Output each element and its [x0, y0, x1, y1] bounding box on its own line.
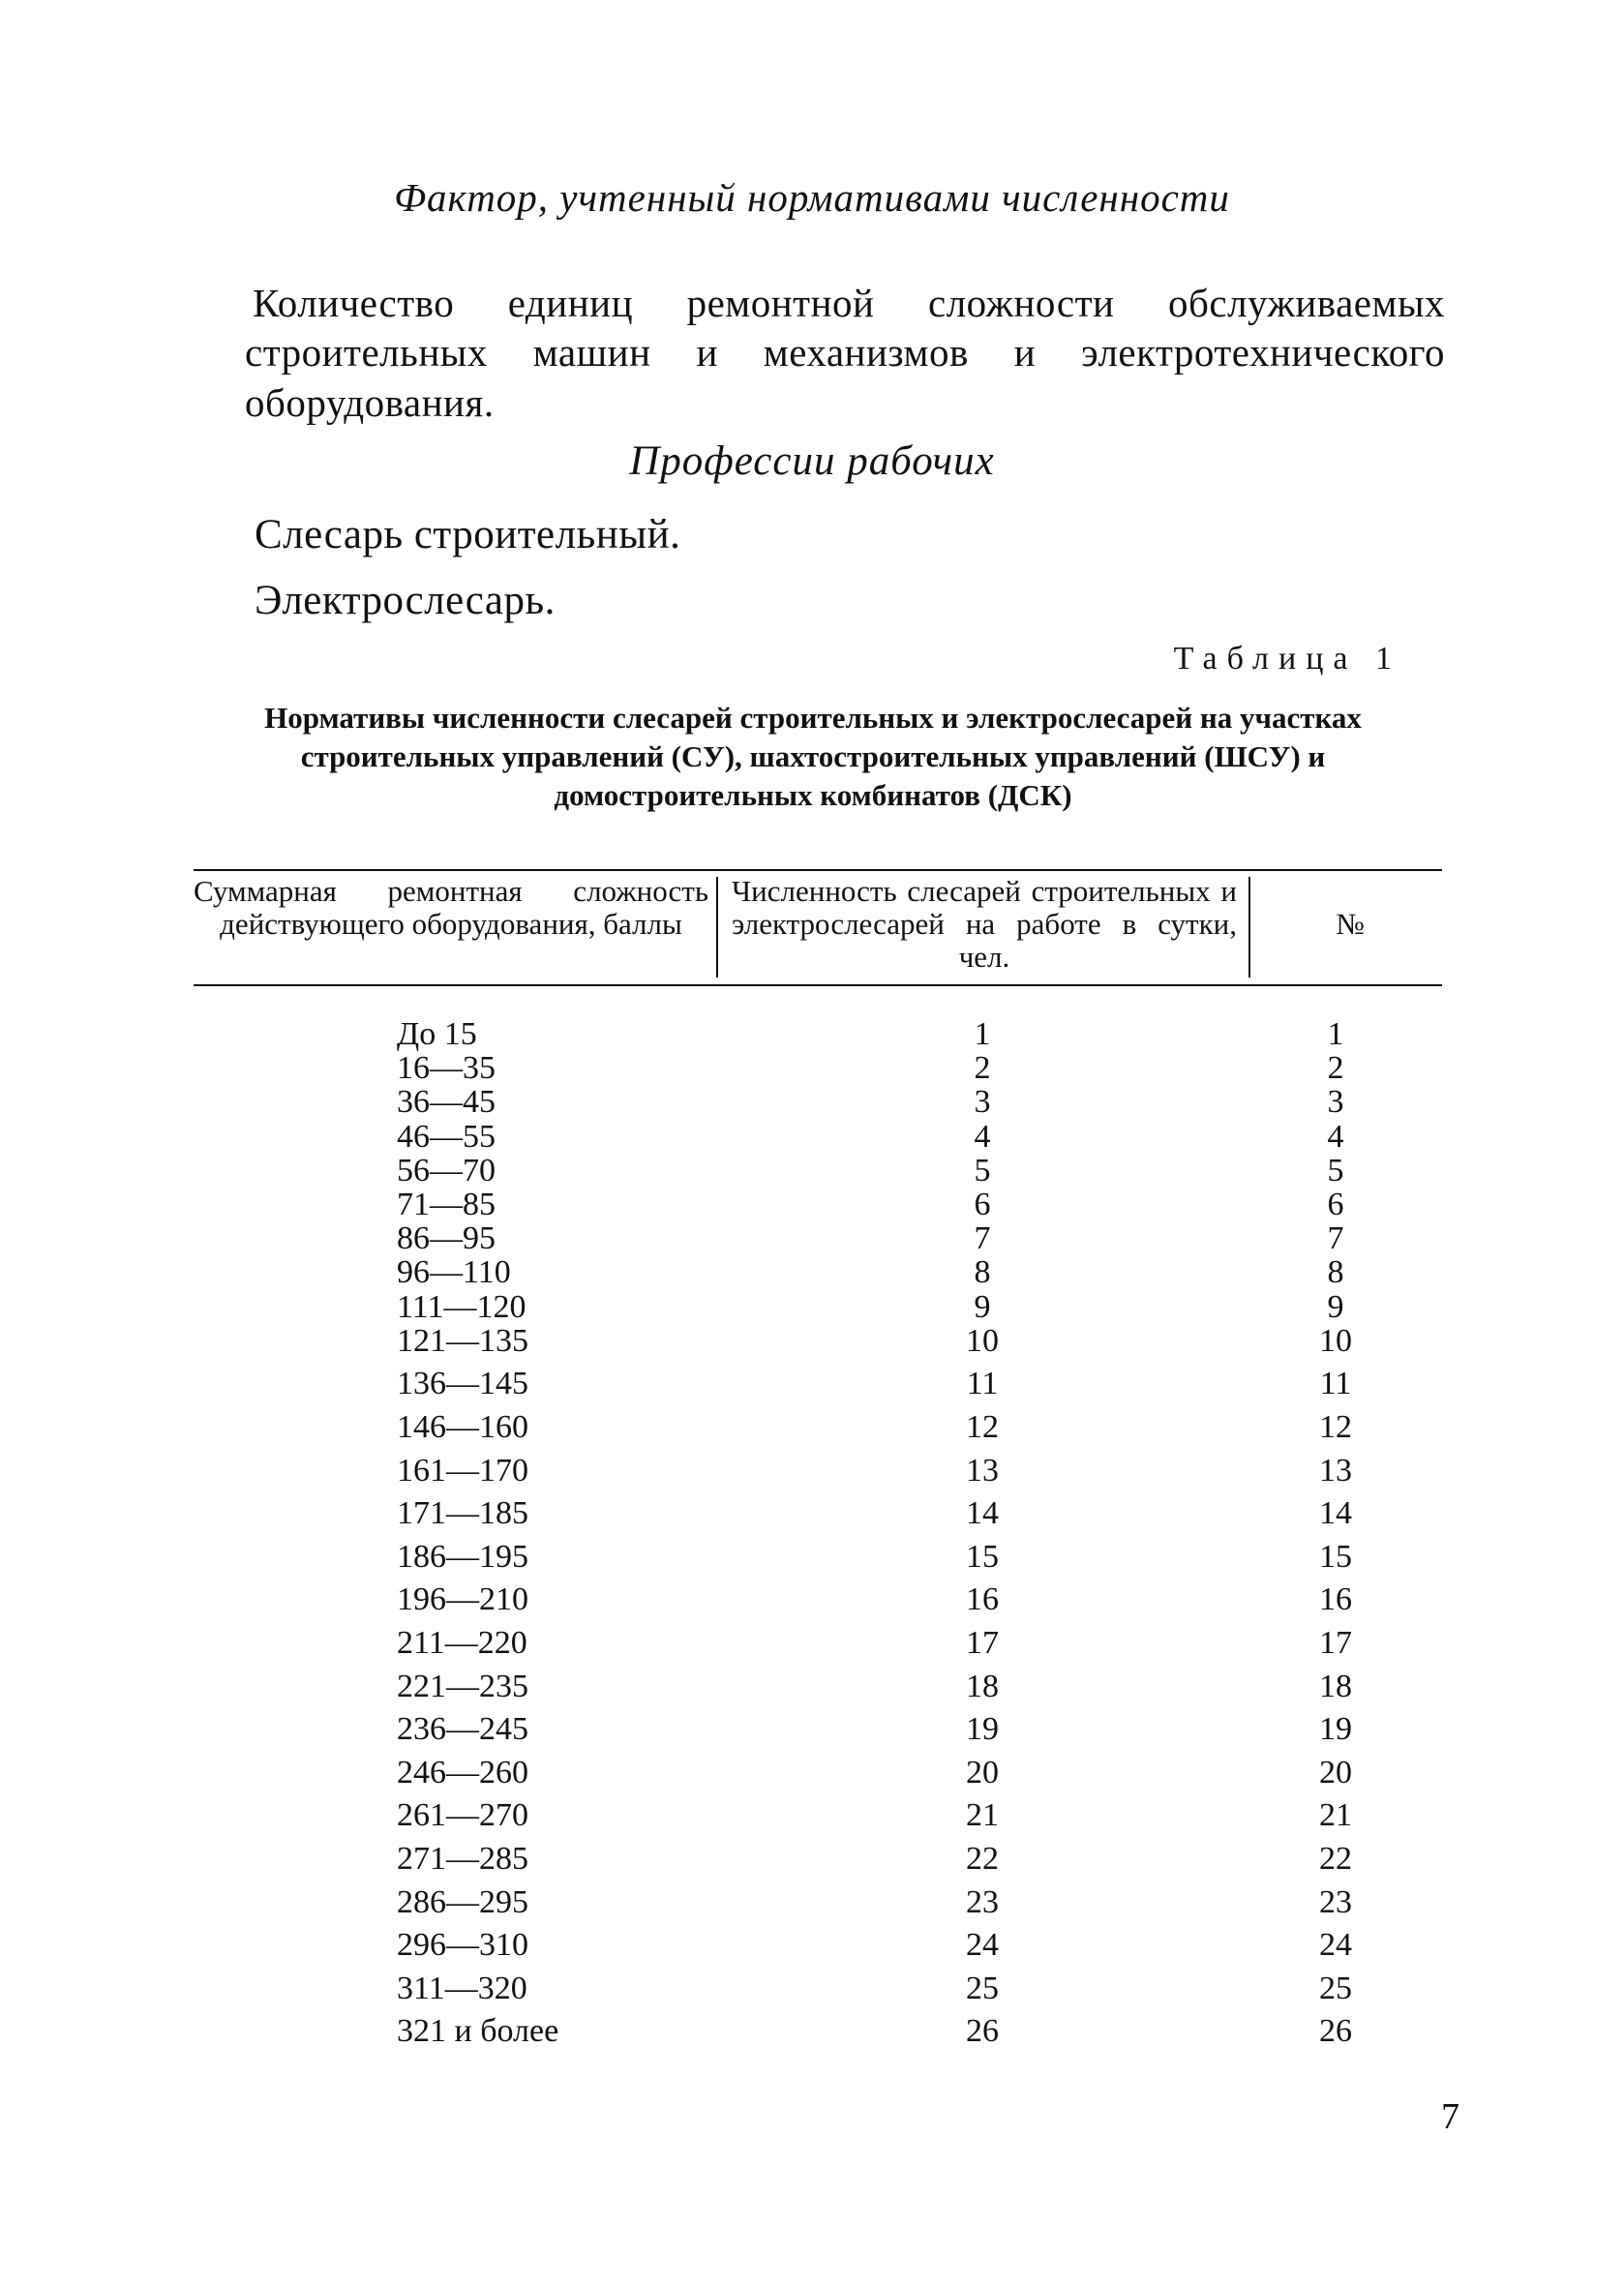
table-row	[0, 1669, 1624, 1705]
table-row	[0, 1453, 1624, 1490]
count-cell: 22	[966, 1841, 999, 1877]
range-cell: 211—220	[397, 1625, 527, 1661]
column-header: №	[1336, 907, 1365, 941]
number-cell: 9	[1327, 1288, 1344, 1325]
table-row	[0, 1841, 1624, 1878]
number-cell: 2	[1327, 1050, 1344, 1087]
count-cell: 18	[966, 1668, 999, 1704]
number-cell: 5	[1327, 1152, 1344, 1189]
range-cell: 96—110	[397, 1254, 511, 1291]
table-header-rule	[194, 984, 1442, 986]
count-cell: 15	[966, 1538, 999, 1575]
number-cell: 20	[1319, 1754, 1352, 1790]
count-cell: 2	[974, 1050, 991, 1087]
column-header: Численность слесарей строительных и электрослесарей на работе в сутки, чел.	[732, 874, 1237, 974]
count-cell: 7	[974, 1220, 991, 1257]
number-cell: 22	[1319, 1841, 1352, 1877]
range-cell: 161—170	[397, 1452, 528, 1489]
range-cell: 311—320	[397, 1970, 527, 2006]
table-row	[0, 1884, 1624, 1921]
table-row	[0, 1797, 1624, 1834]
range-cell: 286—295	[397, 1883, 528, 1920]
count-cell: 13	[966, 1452, 999, 1489]
range-cell: 186—195	[397, 1538, 528, 1575]
range-cell: 146—160	[397, 1409, 528, 1445]
number-cell: 4	[1327, 1118, 1344, 1155]
table-row	[0, 1539, 1624, 1576]
table-row	[0, 1495, 1624, 1532]
table-row	[0, 1153, 1624, 1189]
count-cell: 19	[966, 1711, 999, 1748]
number-cell: 17	[1319, 1625, 1352, 1661]
table-row	[0, 1187, 1624, 1223]
count-cell: 16	[966, 1581, 999, 1618]
professions-heading: Профессии рабочих	[629, 438, 995, 484]
table-row	[0, 1119, 1624, 1156]
range-cell: 16—35	[397, 1050, 496, 1087]
count-cell: 21	[966, 1797, 999, 1834]
number-cell: 10	[1319, 1322, 1352, 1359]
range-cell: 56—70	[397, 1152, 496, 1189]
column-divider	[1248, 877, 1250, 978]
range-cell: 71—85	[397, 1187, 496, 1222]
range-cell: 111—120	[397, 1288, 526, 1325]
range-cell: 86—95	[397, 1220, 496, 1257]
count-cell: 5	[974, 1152, 991, 1189]
column-header: Суммарная ремонтная сложность действующего оборудования, баллы	[194, 874, 708, 941]
table-row	[0, 1711, 1624, 1748]
count-cell: 8	[974, 1254, 991, 1291]
count-cell: 1	[974, 1016, 991, 1052]
number-cell: 21	[1319, 1797, 1352, 1834]
count-cell: 4	[974, 1118, 991, 1155]
table-row	[0, 1254, 1624, 1291]
profession-item: Слесарь строительный.	[255, 512, 681, 557]
table-caption: Нормативы численности слесарей строительных и электрослесарей на участках строительных управлений (СУ), шахтостроительных управлений (ШСУ) и домостроительных комбинатов (ДСК)	[264, 701, 1362, 812]
count-cell: 3	[974, 1084, 991, 1121]
count-cell: 20	[966, 1754, 999, 1790]
page-number: 7	[1441, 2096, 1459, 2137]
range-cell: 261—270	[397, 1797, 528, 1834]
count-cell: 26	[966, 2013, 999, 2050]
table-row	[0, 1927, 1624, 1964]
range-cell: 121—135	[397, 1322, 528, 1359]
number-cell: 14	[1319, 1495, 1352, 1532]
number-cell: 24	[1319, 1927, 1352, 1964]
column-divider	[716, 877, 718, 978]
number-cell: 18	[1319, 1668, 1352, 1704]
factor-heading: Фактор, учтенный нормативами численности	[394, 175, 1230, 220]
range-cell: 136—145	[397, 1366, 528, 1402]
count-cell: 9	[974, 1288, 991, 1325]
table-row	[0, 1755, 1624, 1791]
number-cell: 6	[1327, 1187, 1344, 1222]
table-row	[0, 1581, 1624, 1618]
number-cell: 25	[1319, 1970, 1352, 2006]
number-cell: 15	[1319, 1538, 1352, 1575]
number-cell: 1	[1327, 1016, 1344, 1052]
count-cell: 12	[966, 1409, 999, 1445]
range-cell: 46—55	[397, 1118, 496, 1155]
range-cell: 221—235	[397, 1668, 528, 1704]
table-row	[0, 1409, 1624, 1446]
table-row	[0, 1016, 1624, 1053]
number-cell: 11	[1319, 1366, 1352, 1402]
table-top-rule	[194, 869, 1442, 871]
count-cell: 11	[966, 1366, 999, 1402]
table-row	[0, 1220, 1624, 1257]
count-cell: 24	[966, 1927, 999, 1964]
number-cell: 26	[1319, 2013, 1352, 2050]
range-cell: До 15	[397, 1016, 477, 1052]
table-row	[0, 1625, 1624, 1662]
intro-paragraph: Количество единиц ремонтной сложности обслуживаемых строительных машин и механизмов и электротехнического оборудования.	[245, 281, 1445, 425]
range-cell: 321 и более	[397, 2013, 559, 2050]
number-cell: 7	[1327, 1220, 1344, 1257]
number-cell: 3	[1327, 1084, 1344, 1121]
number-cell: 23	[1319, 1883, 1352, 1920]
count-cell: 14	[966, 1495, 999, 1532]
table-label: Таблица 1	[1173, 641, 1401, 677]
number-cell: 13	[1319, 1452, 1352, 1489]
number-cell: 12	[1319, 1409, 1352, 1445]
range-cell: 236—245	[397, 1711, 528, 1748]
range-cell: 246—260	[397, 1754, 528, 1790]
count-cell: 23	[966, 1883, 999, 1920]
count-cell: 6	[974, 1187, 991, 1222]
number-cell: 16	[1319, 1581, 1352, 1618]
count-cell: 25	[966, 1970, 999, 2006]
table-row	[0, 1050, 1624, 1087]
number-cell: 8	[1327, 1254, 1344, 1291]
table-row	[0, 1084, 1624, 1121]
profession-item: Электрослесарь.	[255, 578, 556, 623]
count-cell: 10	[966, 1322, 999, 1359]
range-cell: 36—45	[397, 1084, 496, 1121]
table-row	[0, 1289, 1624, 1326]
number-cell: 19	[1319, 1711, 1352, 1748]
range-cell: 296—310	[397, 1927, 528, 1964]
table-row	[0, 2013, 1624, 2050]
range-cell: 271—285	[397, 1841, 528, 1877]
range-cell: 196—210	[397, 1581, 528, 1618]
table-row	[0, 1323, 1624, 1360]
table-row	[0, 1366, 1624, 1402]
table-row	[0, 1971, 1624, 2007]
range-cell: 171—185	[397, 1495, 528, 1532]
count-cell: 17	[966, 1625, 999, 1661]
